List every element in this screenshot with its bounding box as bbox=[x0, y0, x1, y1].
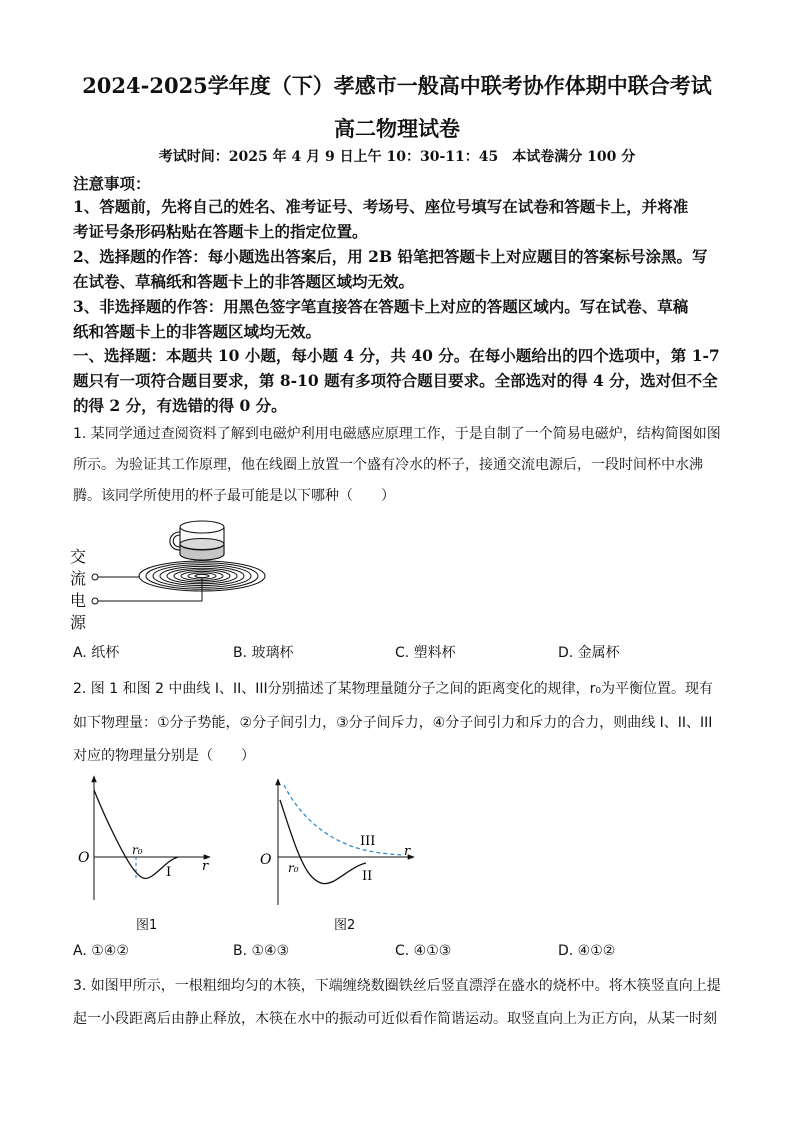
notice-line: 纸和答题卡上的非答题区域均无效。 bbox=[73, 322, 322, 341]
q2-text-line: 2. 图 1 和图 2 中曲线 I、II、III分别描述了某物理量随分子之间的距离变化的规律，r₀为平衡位置。现有 bbox=[73, 681, 714, 697]
section-heading-line: 一、选择题：本题共 10 小题，每小题 4 分，共 40 分。在每小题给出的四个选项中，第 1-7 bbox=[73, 346, 720, 365]
q1-source-label-char: 电 bbox=[70, 591, 87, 610]
q1-option-b[interactable]: B. 玻璃杯 bbox=[233, 645, 294, 661]
q1-option-a[interactable]: A. 纸杯 bbox=[73, 645, 120, 661]
q1-induction-cooker-figure bbox=[70, 510, 280, 635]
q1-option-d[interactable]: D. 金属杯 bbox=[558, 645, 620, 661]
q2-figure-2 bbox=[254, 775, 424, 910]
fig2-r0: r₀ bbox=[288, 861, 299, 875]
q3-text-line: 3. 如图甲所示，一根粗细均匀的木筷，下端缠绕数圈铁丝后竖直漂浮在盛水的烧杯中。将木筷竖直向上提 bbox=[73, 978, 721, 994]
fig1-r-axis: r bbox=[202, 859, 209, 874]
q1-source-label-char: 交 bbox=[70, 547, 87, 566]
q1-option-c[interactable]: C. 塑料杯 bbox=[395, 645, 456, 661]
q2-option-d[interactable]: D. ④①② bbox=[558, 943, 616, 959]
exam-info: 考试时间：2025 年 4 月 9 日上午 10：30-11：45 本试卷满分 100 分 bbox=[158, 149, 636, 165]
q1-text-line: 所示。为验证其工作原理，他在线圈上放置一个盛有冷水的杯子，接通交流电源后，一段时间杯中水沸 bbox=[73, 457, 703, 473]
notice-line: 3、非选择题的作答：用黑色签字笔直接答在答题卡上对应的答题区域内。写在试卷、草稿 bbox=[73, 297, 689, 316]
notice-heading: 注意事项： bbox=[73, 174, 151, 193]
notice-line: 在试卷、草稿纸和答题卡上的非答题区域均无效。 bbox=[73, 272, 415, 291]
fig2-curve-iii: III bbox=[360, 834, 376, 849]
notice-line: 考证号条形码粘贴在答题卡上的指定位置。 bbox=[73, 222, 368, 241]
q1-text-line: 1. 某同学通过查阅资料了解到电磁炉利用电磁感应原理工作，于是自制了一个简易电磁炉，结构简图如图 bbox=[73, 426, 721, 442]
section-heading-line: 题只有一项符合题目要求，第 8-10 题有多项符合题目要求。全部选对的得 4 分，选对但不全 bbox=[73, 371, 718, 390]
fig2-r-axis: r bbox=[404, 844, 411, 859]
notice-line: 1、答题前，先将自己的姓名、准考证号、考场号、座位号填写在试卷和答题卡上，并将准 bbox=[73, 197, 689, 216]
notice-line: 2、选择题的作答：每小题选出答案后，用 2B 铅笔把答题卡上对应题目的答案标号涂黑。写 bbox=[73, 247, 708, 266]
q2-option-c[interactable]: C. ④①③ bbox=[395, 943, 452, 959]
fig1-origin: O bbox=[78, 850, 90, 866]
q3-text-line: 起一小段距离后由静止释放，木筷在水中的振动可近似看作简谐运动。取竖直向上为正方向，从某一时刻 bbox=[73, 1011, 717, 1027]
fig1-r0: r₀ bbox=[132, 843, 143, 857]
fig2-caption: 图2 bbox=[334, 918, 356, 933]
exam-title: 2024-2025学年度（下）孝感市一般高中联考协作体期中联合考试 bbox=[82, 73, 712, 98]
fig1-caption: 图1 bbox=[136, 918, 158, 933]
fig2-curve-ii: II bbox=[362, 869, 373, 884]
fig1-curve-i: I bbox=[166, 865, 172, 880]
q1-source-label-char: 源 bbox=[70, 613, 87, 632]
section-heading-line: 的得 2 分，有选错的得 0 分。 bbox=[73, 396, 287, 415]
q2-text-line: 对应的物理量分别是（ ） bbox=[73, 748, 255, 764]
exam-subtitle: 高二物理试卷 bbox=[334, 116, 460, 141]
q1-source-label-char: 流 bbox=[70, 569, 87, 588]
q1-text-line: 腾。该同学所使用的杯子最可能是以下哪种（ ） bbox=[73, 488, 395, 504]
q2-option-b[interactable]: B. ①④③ bbox=[233, 943, 290, 959]
fig2-origin: O bbox=[260, 852, 272, 868]
q2-option-a[interactable]: A. ①④② bbox=[73, 943, 129, 959]
q2-text-line: 如下物理量：①分子势能，②分子间引力，③分子间斥力，④分子间引力和斥力的合力，则曲线 I、II、III bbox=[73, 715, 713, 731]
q2-figure-1 bbox=[72, 770, 222, 905]
